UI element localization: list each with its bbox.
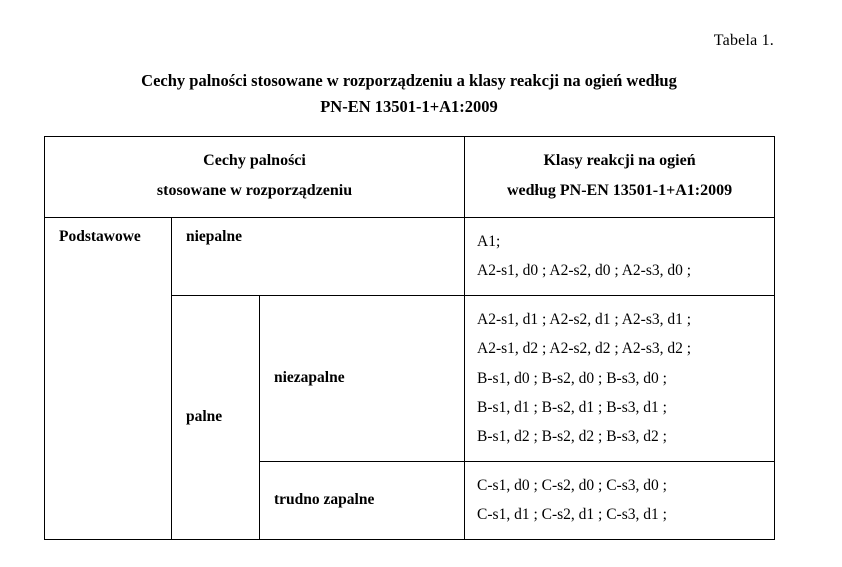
header-classes-line-2: według PN-EN 13501-1+A1:2009 xyxy=(506,182,733,200)
classes-cell-niezapalne xyxy=(465,295,775,461)
subfeature-cell-niezapalne xyxy=(260,295,465,461)
table-number-label: Tabela 1. xyxy=(713,32,774,49)
feature-label: niepalne xyxy=(186,227,242,245)
group-label: Podstawowe xyxy=(59,227,141,245)
class-line: B-s1, d0 ; B-s2, d0 ; B-s3, d0 ; xyxy=(477,369,667,387)
class-line: B-s1, d1 ; B-s2, d1 ; B-s3, d1 ; xyxy=(477,398,667,416)
subfeature-cell-trudno-zapalne xyxy=(260,461,465,539)
classes-cell-trudno-zapalne xyxy=(465,461,775,539)
header-classes-line-1: Klasy reakcji na ogień xyxy=(543,152,696,169)
page-title-line-2: PN-EN 13501-1+A1:2009 xyxy=(320,96,498,116)
table-header-row xyxy=(45,137,775,218)
classes-cell-niepalne xyxy=(465,217,775,295)
feature-cell-palne xyxy=(172,295,260,539)
feature-label: palne xyxy=(186,408,223,426)
page-title xyxy=(44,68,774,119)
class-line: B-s1, d2 ; B-s2, d2 ; B-s3, d2 ; xyxy=(477,428,667,446)
header-features-line-2: stosowane w rozporządzeniu xyxy=(156,182,353,200)
feature-cell-niepalne xyxy=(172,217,465,295)
subfeature-label: trudno zapalne xyxy=(274,491,375,509)
header-cell-features xyxy=(45,137,465,218)
group-cell-podstawowe xyxy=(45,217,172,539)
header-features-line-1: Cechy palności xyxy=(203,152,306,169)
page-title-line-1: Cechy palności stosowane w rozporządzeniu a klasy reakcji na ogień według xyxy=(141,71,677,90)
header-cell-classes xyxy=(465,137,775,218)
class-line: A2-s1, d1 ; A2-s2, d1 ; A2-s3, d1 ; xyxy=(477,310,692,328)
class-line: A2-s1, d0 ; A2-s2, d0 ; A2-s3, d0 ; xyxy=(477,262,692,280)
subfeature-label: niezapalne xyxy=(274,369,345,387)
class-line: A1; xyxy=(477,232,501,250)
class-line: A2-s1, d2 ; A2-s2, d2 ; A2-s3, d2 ; xyxy=(477,340,692,358)
table-row xyxy=(45,217,775,295)
flammability-classes-table xyxy=(44,136,775,540)
class-line: C-s1, d1 ; C-s2, d1 ; C-s3, d1 ; xyxy=(477,506,667,524)
class-line: C-s1, d0 ; C-s2, d0 ; C-s3, d0 ; xyxy=(477,476,667,494)
